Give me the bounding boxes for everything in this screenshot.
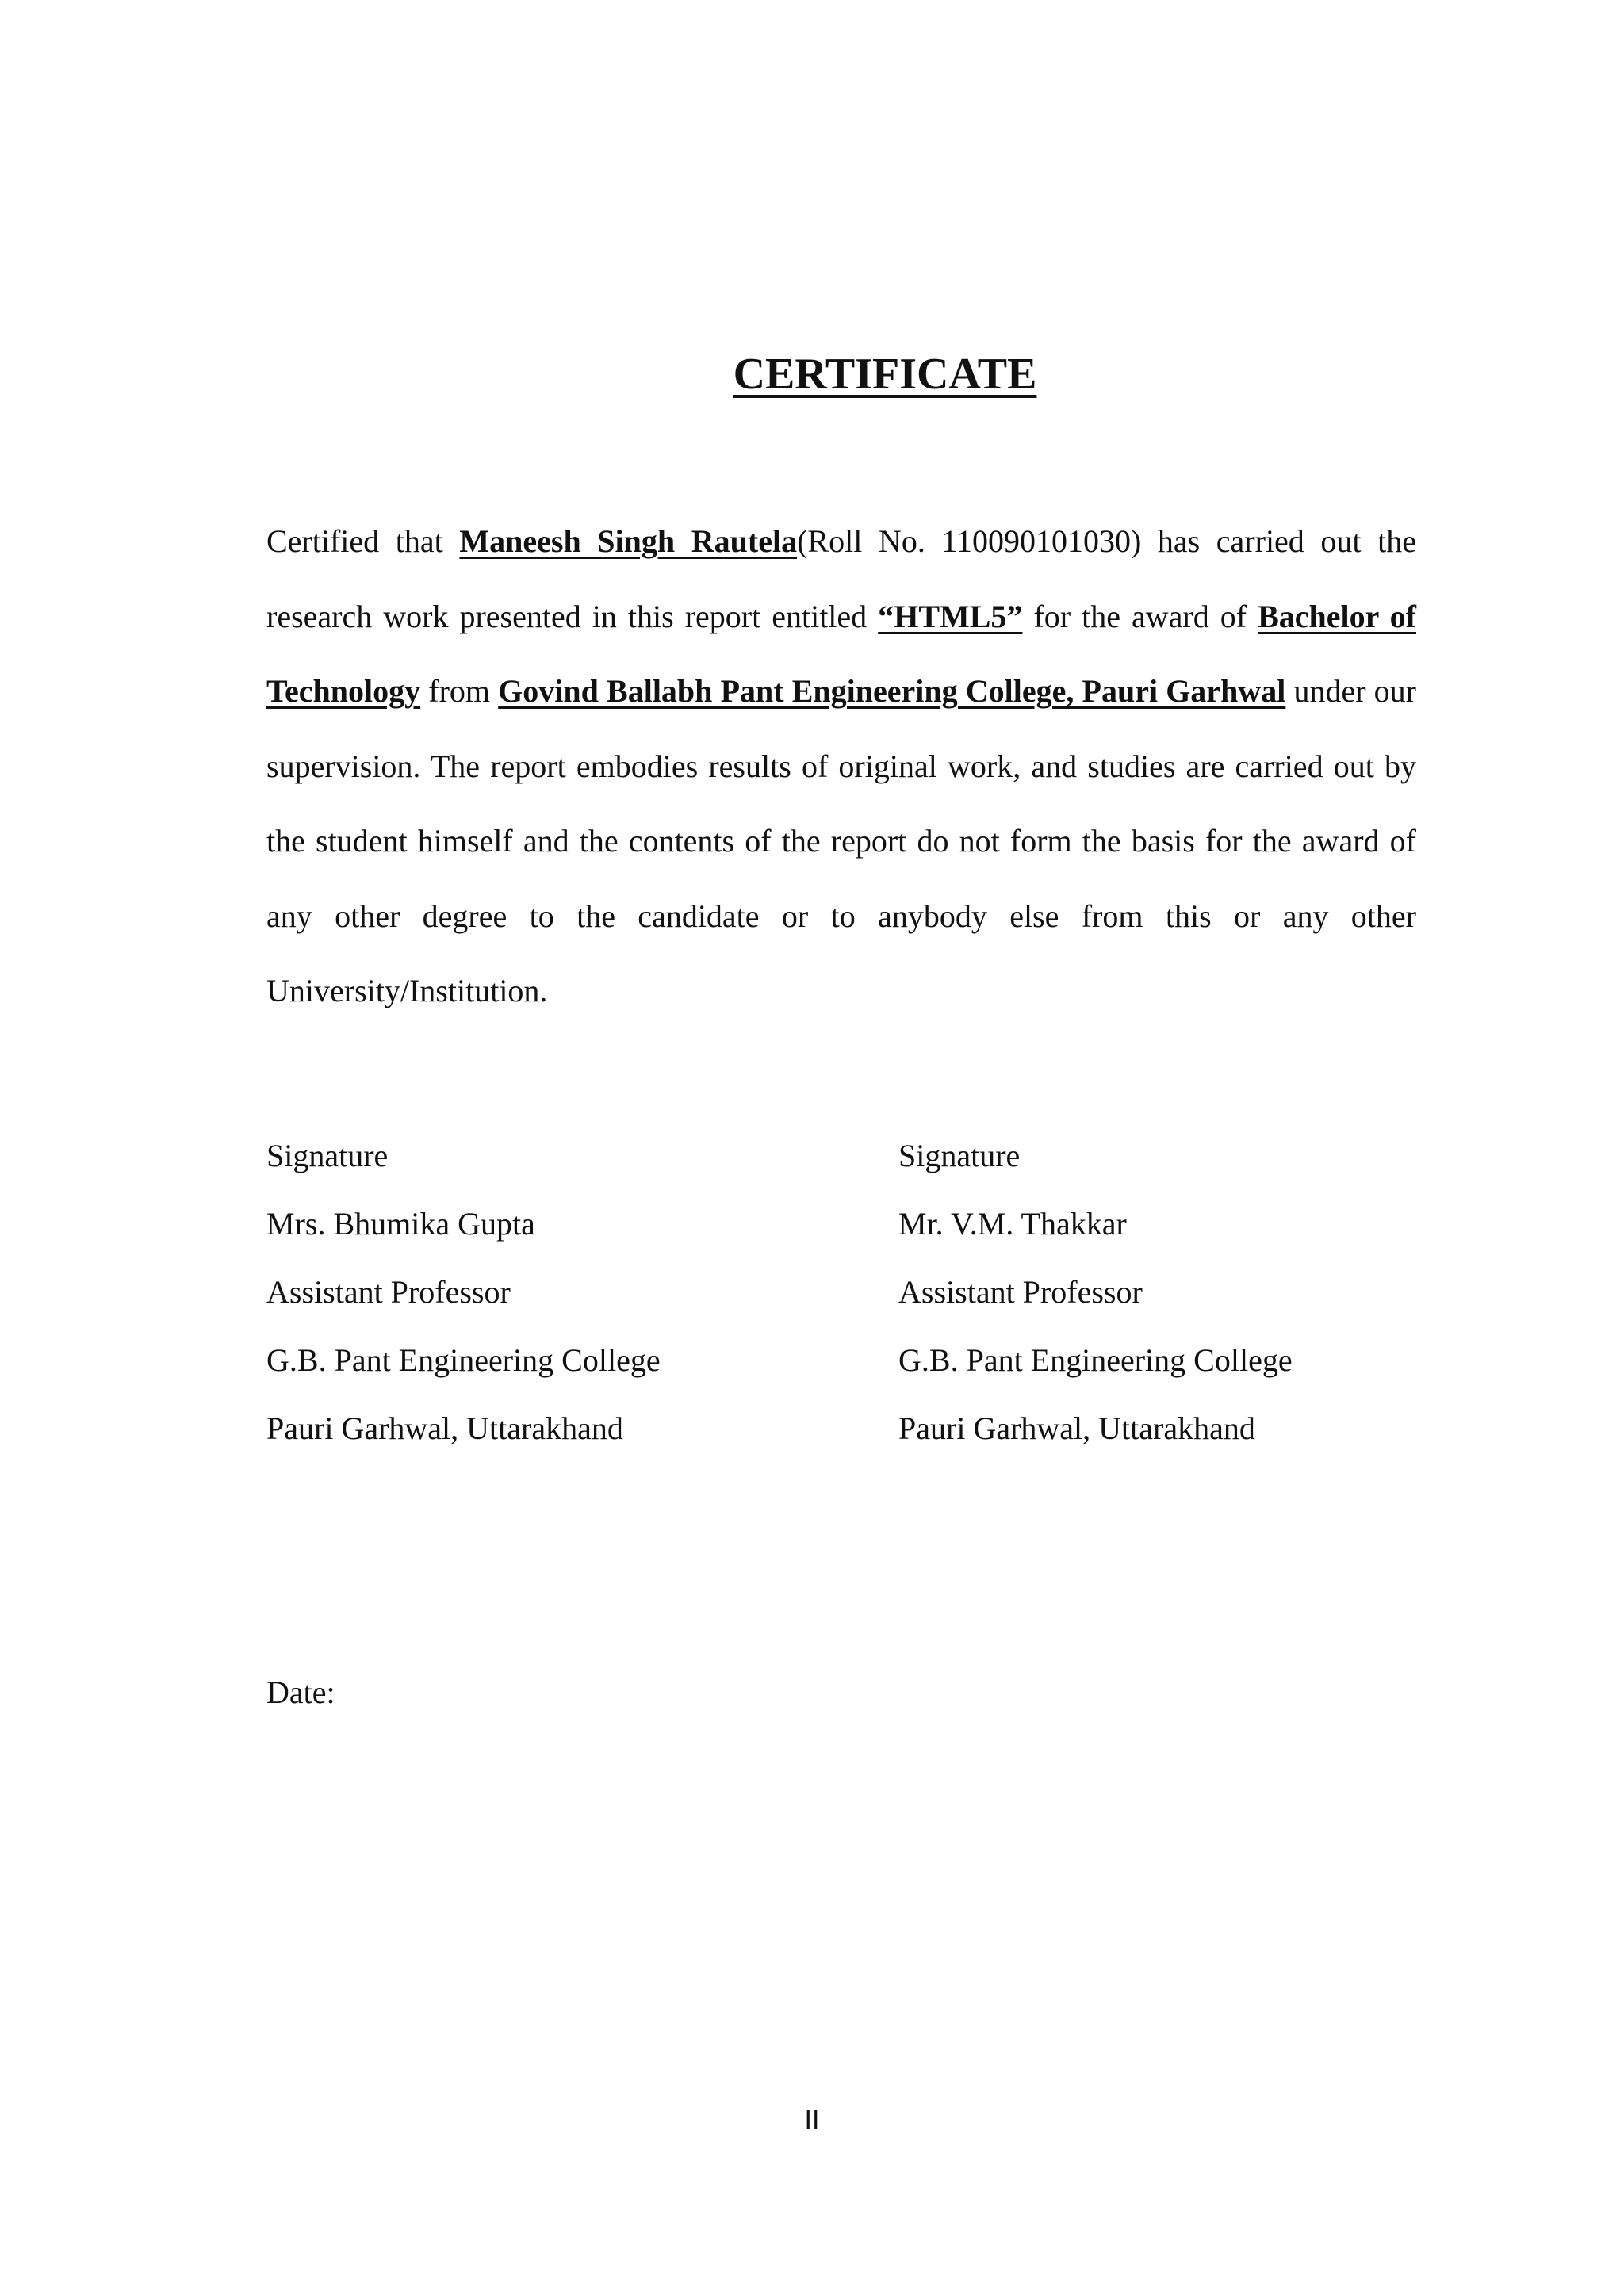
signature-label: Signature <box>266 1138 389 1173</box>
body-roll-text: (Roll No. 110090101030) has carried out the research work presented in this report entitled <box>266 523 1417 634</box>
signatory-designation: Assistant Professor <box>266 1274 511 1310</box>
signatory-institution: G.B. Pant Engineering College <box>898 1342 1293 1378</box>
degree-name: Bachelor of Technology <box>266 598 1416 709</box>
body-intro: Certified that <box>266 523 460 559</box>
student-name: Maneesh Singh Rautela <box>459 523 798 559</box>
signatory-institution: G.B. Pant Engineering College <box>266 1342 661 1378</box>
report-title: “HTML5” <box>878 598 1023 634</box>
signatory-name: Mr. V.M. Thakkar <box>898 1206 1127 1242</box>
signatory-designation: Assistant Professor <box>898 1274 1143 1310</box>
body-from-text: from <box>420 673 499 709</box>
signatory-left <box>266 1122 661 1463</box>
page-number: II <box>804 2105 820 2135</box>
body-closing-text: under our supervision. The report embodies results of original work, and studies are carried out by the student himself and the contents of the report do not form the basis for the award of any other degree to the candidate or to anybody else from this or any other University/Institution. <box>266 673 1416 1008</box>
certificate-body <box>266 504 1416 1029</box>
signatory-name: Mrs. Bhumika Gupta <box>266 1206 535 1242</box>
date-label: Date: <box>266 1674 335 1710</box>
page-title: CERTIFICATE <box>733 350 1037 399</box>
signatory-location: Pauri Garhwal, Uttarakhand <box>266 1410 623 1446</box>
signature-label: Signature <box>898 1138 1021 1173</box>
body-award-text: for the award of <box>1022 598 1258 634</box>
college-name: Govind Ballabh Pant Engineering College, Pauri Garhwal <box>498 673 1286 709</box>
signatory-right <box>898 1122 1293 1463</box>
signatory-location: Pauri Garhwal, Uttarakhand <box>898 1410 1255 1446</box>
title-container <box>0 349 1624 400</box>
